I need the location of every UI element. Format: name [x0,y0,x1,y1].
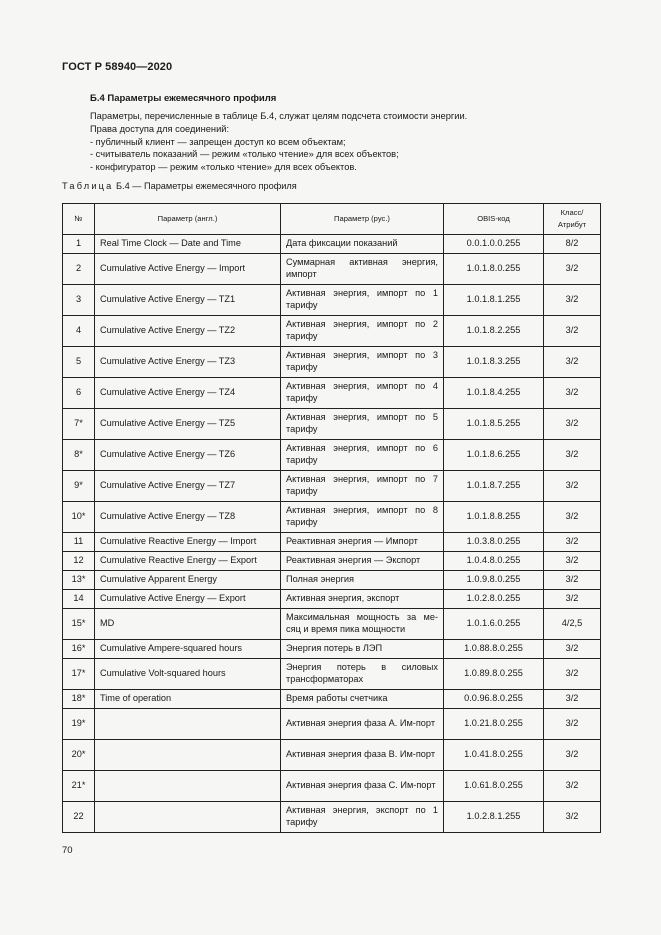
cell-num: 13* [63,571,95,590]
header-obis: OBIS-код [444,204,544,235]
header-num: № [63,204,95,235]
table-row [63,254,601,285]
table-caption-label: Таблица [62,181,114,191]
cell-obis: 1.0.1.8.1.255 [444,285,544,316]
cell-class-attr: 3/2 [544,285,601,316]
table-body [63,235,601,833]
cell-class-attr: 3/2 [544,254,601,285]
header-name-en: Параметр (англ.) [95,204,281,235]
cell-class-attr: 3/2 [544,409,601,440]
table-caption-text: Б.4 — Параметры ежемесячного профиля [116,181,297,191]
cell-name-en [95,771,281,802]
cell-class-attr: 3/2 [544,533,601,552]
cell-num: 2 [63,254,95,285]
cell-num: 12 [63,552,95,571]
cell-obis: 1.0.2.8.1.255 [444,802,544,833]
cell-name-ru: Максимальная мощность за ме-сяц и время пика мощности [281,609,444,640]
cell-name-ru: Активная энергия фаза В. Им-порт [281,740,444,771]
cell-num: 6 [63,378,95,409]
cell-class-attr: 3/2 [544,471,601,502]
cell-name-ru: Активная энергия, импорт по 1 тарифу [281,285,444,316]
page-number: 70 [62,845,73,856]
cell-name-en: Cumulative Active Energy — TZ7 [95,471,281,502]
cell-class-attr: 3/2 [544,690,601,709]
cell-obis: 1.0.1.8.0.255 [444,254,544,285]
cell-class-attr: 3/2 [544,590,601,609]
cell-num: 4 [63,316,95,347]
cell-num: 17* [63,659,95,690]
cell-obis: 1.0.2.8.0.255 [444,590,544,609]
table-row [63,316,601,347]
cell-num: 10* [63,502,95,533]
table-row [63,440,601,471]
cell-class-attr: 3/2 [544,347,601,378]
cell-name-en: Cumulative Ampere-squared hours [95,640,281,659]
cell-name-ru: Активная энергия, импорт по 4 тарифу [281,378,444,409]
cell-name-en: MD [95,609,281,640]
cell-class-attr: 3/2 [544,771,601,802]
table-row [63,409,601,440]
table-row [63,590,601,609]
cell-num: 9* [63,471,95,502]
cell-num: 19* [63,709,95,740]
table-row [63,771,601,802]
table-header-row [63,204,601,235]
cell-num: 7* [63,409,95,440]
cell-name-ru: Активная энергия фаза С. Им-порт [281,771,444,802]
section-intro [90,110,610,174]
cell-name-en: Cumulative Active Energy — TZ6 [95,440,281,471]
cell-obis: 1.0.41.8.0.255 [444,740,544,771]
table-row [63,571,601,590]
cell-name-ru: Активная энергия, импорт по 8 тарифу [281,502,444,533]
cell-obis: 1.0.1.8.2.255 [444,316,544,347]
cell-name-ru: Активная энергия, экспорт [281,590,444,609]
cell-obis: 1.0.1.6.0.255 [444,609,544,640]
table-row [63,640,601,659]
table-row [63,533,601,552]
cell-name-en: Cumulative Active Energy — TZ2 [95,316,281,347]
cell-name-ru: Активная энергия, импорт по 7 тарифу [281,471,444,502]
cell-num: 5 [63,347,95,378]
cell-num: 3 [63,285,95,316]
cell-obis: 1.0.4.8.0.255 [444,552,544,571]
cell-name-ru: Активная энергия, импорт по 2 тарифу [281,316,444,347]
table-row [63,235,601,254]
cell-name-ru: Суммарная активная энергия, импорт [281,254,444,285]
table-row [63,285,601,316]
cell-class-attr: 3/2 [544,571,601,590]
table-row [63,802,601,833]
cell-obis: 1.0.88.8.0.255 [444,640,544,659]
cell-name-en [95,802,281,833]
cell-name-en: Time of operation [95,690,281,709]
cell-name-ru: Активная энергия, импорт по 6 тарифу [281,440,444,471]
cell-name-en: Cumulative Active Energy — TZ4 [95,378,281,409]
cell-name-en: Cumulative Active Energy — Export [95,590,281,609]
cell-obis: 1.0.89.8.0.255 [444,659,544,690]
cell-obis: 1.0.9.8.0.255 [444,571,544,590]
cell-name-ru: Активная энергия, экспорт по 1 тарифу [281,802,444,833]
cell-name-en [95,740,281,771]
cell-name-ru: Время работы счетчика [281,690,444,709]
cell-obis: 1.0.1.8.8.255 [444,502,544,533]
cell-class-attr: 8/2 [544,235,601,254]
cell-num: 21* [63,771,95,802]
intro-line: - конфигуратор — режим «только чтение» для всех объектов. [90,162,357,173]
cell-name-ru: Дата фиксации показаний [281,235,444,254]
intro-line: - считыватель показаний — режим «только чтение» для всех объектов; [90,149,399,160]
cell-name-en: Cumulative Active Energy — TZ5 [95,409,281,440]
cell-name-ru: Реактивная энергия — Импорт [281,533,444,552]
table-row [63,659,601,690]
cell-obis: 0.0.1.0.0.255 [444,235,544,254]
cell-num: 18* [63,690,95,709]
cell-class-attr: 3/2 [544,740,601,771]
cell-class-attr: 3/2 [544,659,601,690]
cell-class-attr: 3/2 [544,802,601,833]
table-row [63,552,601,571]
cell-num: 16* [63,640,95,659]
cell-obis: 1.0.21.8.0.255 [444,709,544,740]
cell-name-en: Real Time Clock — Date and Time [95,235,281,254]
cell-name-en: Cumulative Active Energy — TZ1 [95,285,281,316]
cell-num: 8* [63,440,95,471]
cell-obis: 1.0.1.8.6.255 [444,440,544,471]
cell-name-ru: Активная энергия, импорт по 3 тарифу [281,347,444,378]
cell-class-attr: 3/2 [544,502,601,533]
table-row [63,471,601,502]
table-row [63,378,601,409]
cell-class-attr: 3/2 [544,378,601,409]
cell-name-en: Cumulative Reactive Energy — Export [95,552,281,571]
cell-name-en: Cumulative Active Energy — Import [95,254,281,285]
table-row [63,347,601,378]
intro-line: - публичный клиент — запрещен доступ ко всем объектам; [90,136,346,147]
table-row [63,709,601,740]
cell-class-attr: 3/2 [544,709,601,740]
cell-class-attr: 3/2 [544,552,601,571]
table-caption [62,181,297,191]
cell-name-en [95,709,281,740]
header-name-ru: Параметр (рус.) [281,204,444,235]
document-standard-header: ГОСТ Р 58940—2020 [62,61,173,73]
cell-num: 15* [63,609,95,640]
cell-class-attr: 3/2 [544,316,601,347]
cell-class-attr: 3/2 [544,640,601,659]
table-row [63,502,601,533]
cell-name-en: Cumulative Active Energy — TZ3 [95,347,281,378]
cell-name-ru: Реактивная энергия — Экспорт [281,552,444,571]
cell-num: 20* [63,740,95,771]
cell-name-ru: Энергия потерь в силовых трансформаторах [281,659,444,690]
cell-obis: 1.0.1.8.5.255 [444,409,544,440]
intro-line: Права доступа для соединений: [90,123,230,134]
table-row [63,609,601,640]
header-class-attr: Класс/ Атрибут [544,204,601,235]
cell-name-ru: Активная энергия фаза А. Им-порт [281,709,444,740]
cell-obis: 1.0.61.8.0.255 [444,771,544,802]
cell-obis: 1.0.3.8.0.255 [444,533,544,552]
table-row [63,740,601,771]
cell-obis: 1.0.1.8.3.255 [444,347,544,378]
cell-num: 22 [63,802,95,833]
cell-name-en: Cumulative Apparent Energy [95,571,281,590]
cell-obis: 0.0.96.8.0.255 [444,690,544,709]
cell-name-en: Cumulative Volt-squared hours [95,659,281,690]
cell-name-en: Cumulative Active Energy — TZ8 [95,502,281,533]
cell-obis: 1.0.1.8.7.255 [444,471,544,502]
cell-name-en: Cumulative Reactive Energy — Import [95,533,281,552]
table-row [63,690,601,709]
cell-obis: 1.0.1.8.4.255 [444,378,544,409]
cell-class-attr: 4/2,5 [544,609,601,640]
cell-name-ru: Энергия потерь в ЛЭП [281,640,444,659]
cell-name-ru: Полная энергия [281,571,444,590]
cell-num: 1 [63,235,95,254]
cell-class-attr: 3/2 [544,440,601,471]
cell-num: 14 [63,590,95,609]
cell-num: 11 [63,533,95,552]
intro-line: Параметры, перечисленные в таблице Б.4, служат целям подсчета стоимости энергии. [90,111,468,121]
parameters-table [62,203,601,833]
section-title: Б.4 Параметры ежемесячного профиля [90,93,277,104]
cell-name-ru: Активная энергия, импорт по 5 тарифу [281,409,444,440]
